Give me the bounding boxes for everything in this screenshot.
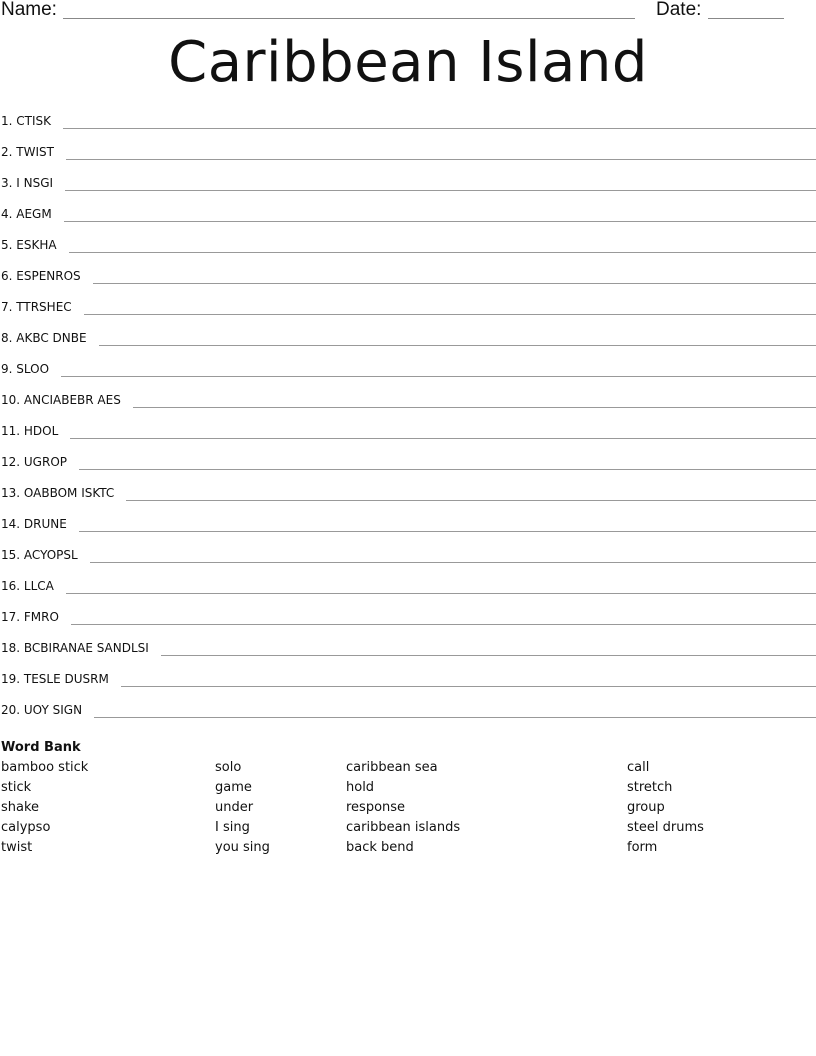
question-row [0, 143, 816, 174]
question-row [0, 391, 816, 422]
question-row [0, 267, 816, 298]
name-label: Name: [1, 0, 57, 20]
word-bank-column [627, 758, 704, 858]
date-blank-line[interactable] [708, 18, 784, 19]
scrambled-word: 1. CTISK [1, 114, 51, 128]
question-row [0, 329, 816, 360]
word-bank-item: bamboo stick [1, 760, 89, 775]
word-bank-item: game [215, 780, 252, 795]
word-bank-item: calypso [1, 820, 51, 835]
answer-line[interactable] [121, 670, 816, 687]
question-row [0, 639, 816, 670]
question-row [0, 112, 816, 143]
answer-line[interactable] [161, 639, 816, 656]
word-bank-item: under [215, 800, 254, 815]
answer-line[interactable] [66, 577, 816, 594]
word-bank-item: solo [215, 760, 242, 775]
scrambled-word: 8. AKBC DNBE [1, 331, 87, 345]
page-title: Caribbean Island [168, 30, 648, 95]
question-row [0, 236, 816, 267]
scrambled-word: 19. TESLE DUSRM [1, 672, 109, 686]
word-bank-item: steel drums [627, 820, 704, 835]
scramble-question-list [0, 112, 816, 732]
scrambled-word: 13. OABBOM ISKTC [1, 486, 115, 500]
scrambled-word: 10. ANCIABEBR AES [1, 393, 121, 407]
scrambled-word: 3. I NSGI [1, 176, 54, 190]
answer-line[interactable] [64, 205, 816, 222]
word-bank-item: call [627, 760, 650, 775]
word-bank-item: you sing [215, 840, 270, 855]
word-bank-item: response [346, 800, 406, 815]
scrambled-word: 7. TTRSHEC [1, 300, 72, 314]
question-row [0, 515, 816, 546]
scrambled-word: 11. HDOL [1, 424, 59, 438]
answer-line[interactable] [126, 484, 816, 501]
answer-line[interactable] [133, 391, 816, 408]
scrambled-word: 2. TWIST [1, 145, 54, 159]
answer-line[interactable] [61, 360, 816, 377]
scrambled-word: 12. UGROP [1, 455, 67, 469]
scrambled-word: 16. LLCA [1, 579, 54, 593]
answer-line[interactable] [66, 143, 816, 160]
question-row [0, 670, 816, 701]
question-row [0, 360, 816, 391]
word-bank-column [215, 758, 270, 858]
word-bank-item: twist [1, 840, 33, 855]
answer-line[interactable] [70, 422, 816, 439]
word-bank-item: stretch [627, 780, 673, 795]
scrambled-word: 17. FMRO [1, 610, 59, 624]
date-label: Date: [656, 0, 702, 20]
worksheet-header [0, 0, 816, 24]
name-blank-line[interactable] [63, 18, 635, 19]
word-bank-item: hold [346, 780, 375, 795]
answer-line[interactable] [79, 453, 816, 470]
word-bank-title: Word Bank [1, 740, 81, 755]
word-bank-item: caribbean sea [346, 760, 438, 775]
word-bank-item: back bend [346, 840, 414, 855]
word-bank-item: caribbean islands [346, 820, 461, 835]
word-bank-item: stick [1, 780, 32, 795]
scrambled-word: 18. BCBIRANAE SANDLSI [1, 641, 149, 655]
answer-line[interactable] [99, 329, 816, 346]
question-row [0, 422, 816, 453]
question-row [0, 577, 816, 608]
answer-line[interactable] [71, 608, 816, 625]
scrambled-word: 20. UOY SIGN [1, 703, 83, 717]
answer-line[interactable] [93, 267, 816, 284]
question-row [0, 453, 816, 484]
word-bank-column [1, 758, 88, 858]
word-bank-item: group [627, 800, 665, 815]
scrambled-word: 14. DRUNE [1, 517, 67, 531]
answer-line[interactable] [84, 298, 816, 315]
word-bank-item: I sing [215, 820, 250, 835]
answer-line[interactable] [63, 112, 816, 129]
scrambled-word: 6. ESPENROS [1, 269, 81, 283]
scrambled-word: 15. ACYOPSL [1, 548, 78, 562]
answer-line[interactable] [90, 546, 816, 563]
question-row [0, 484, 816, 515]
word-bank [0, 739, 816, 867]
word-bank-item: form [627, 840, 658, 855]
question-row [0, 174, 816, 205]
question-row [0, 298, 816, 329]
answer-line[interactable] [69, 236, 816, 253]
question-row [0, 205, 816, 236]
question-row [0, 701, 816, 732]
scrambled-word: 9. SLOO [1, 362, 50, 376]
answer-line[interactable] [79, 515, 816, 532]
scrambled-word: 4. AEGM [1, 207, 52, 221]
word-bank-item: shake [1, 800, 40, 815]
scrambled-word: 5. ESKHA [1, 238, 57, 252]
question-row [0, 608, 816, 639]
word-bank-column [346, 758, 460, 858]
answer-line[interactable] [94, 701, 816, 718]
question-row [0, 546, 816, 577]
answer-line[interactable] [65, 174, 816, 191]
word-bank-grid [0, 757, 816, 867]
